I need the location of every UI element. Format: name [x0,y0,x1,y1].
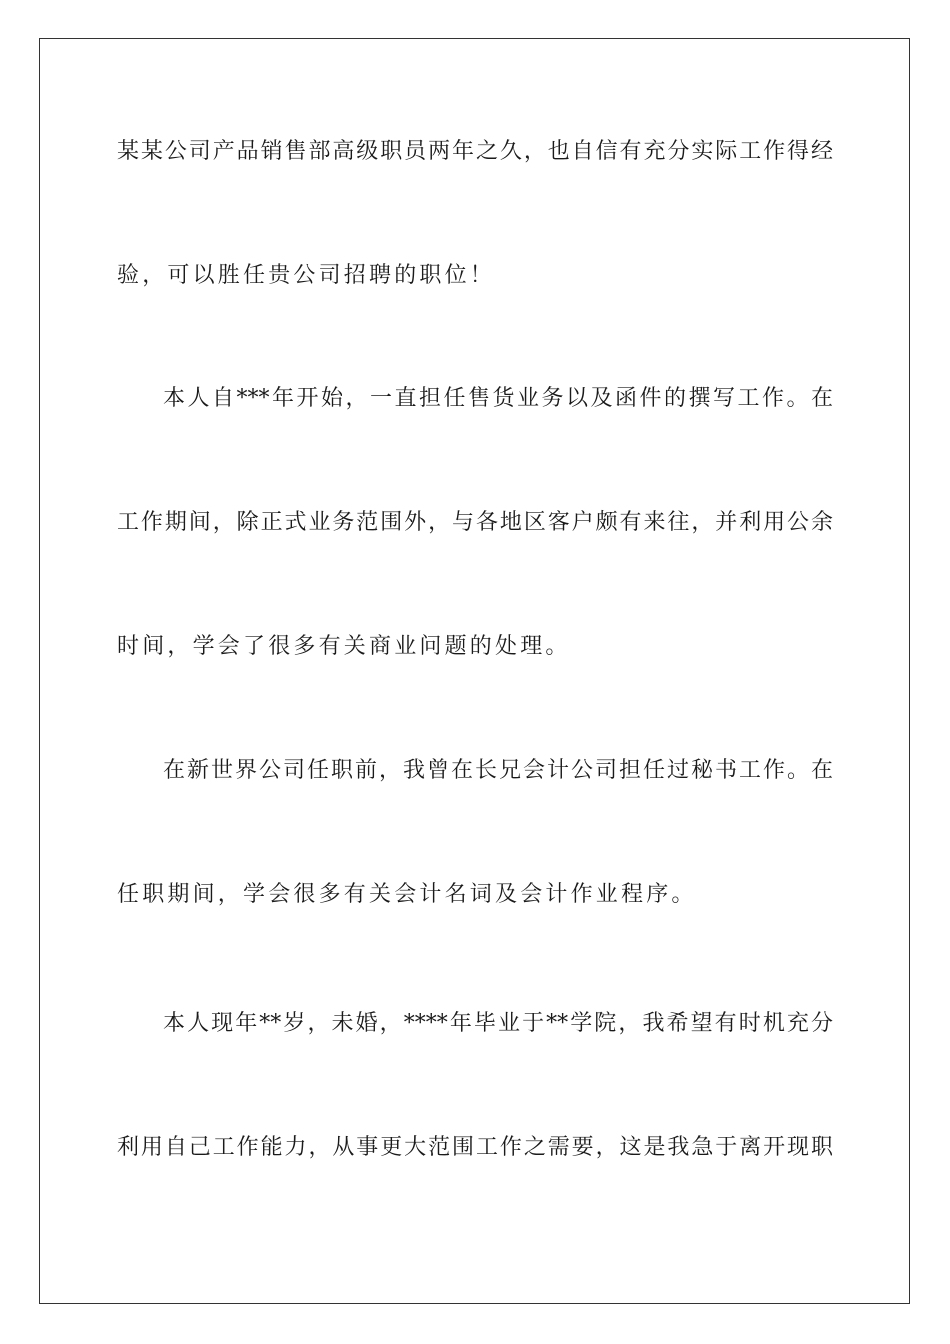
paragraph-start-line: 本人现年**岁，未婚，****年毕业于**学院，我希望有时机充分 [163,1011,833,1036]
text-line: 利用自己工作能力，从事更大范围工作之需要，这是我急于离开现职 [117,1135,833,1160]
text-line: 验，可以胜任贵公司招聘的职位！ [117,263,496,288]
text-line: 时间，学会了很多有关商业问题的处理。 [117,634,571,659]
text-line: 任职期间，学会很多有关会计名词及会计作业程序。 [117,882,697,907]
paragraph-start-line: 在新世界公司任职前，我曾在长兄会计公司担任过秘书工作。在 [163,758,833,783]
text-line: 工作期间，除正式业务范围外，与各地区客户颇有来往，并利用公余 [117,510,833,535]
text-line: 某某公司产品销售部高级职员两年之久，也自信有充分实际工作得经 [117,139,833,164]
paragraph-start-line: 本人自***年开始，一直担任售货业务以及函件的撰写工作。在 [163,386,833,411]
page-frame [39,38,910,1304]
